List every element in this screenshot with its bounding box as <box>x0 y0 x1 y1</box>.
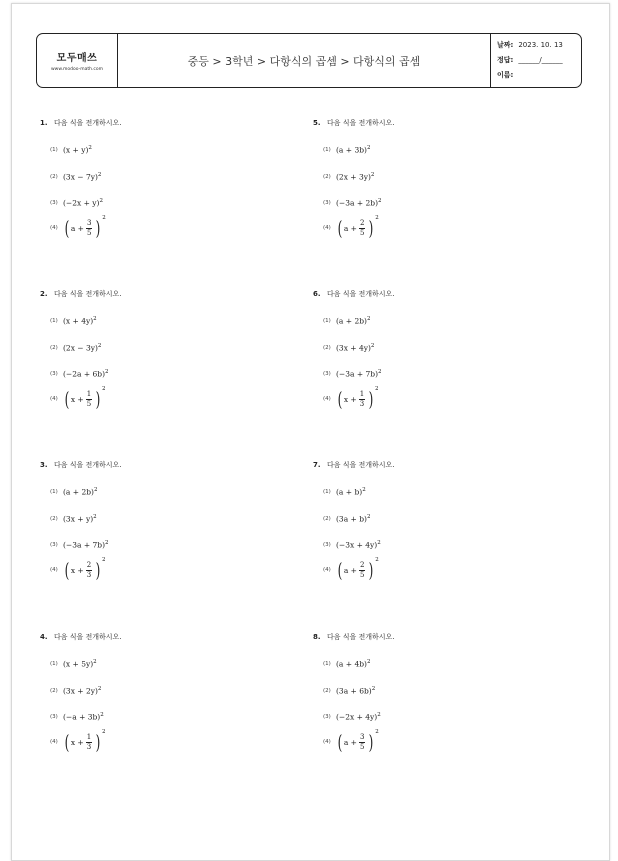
exponent: 2 <box>100 712 104 718</box>
sub-item-number: (2) <box>50 344 58 351</box>
answer-value: ______/______ <box>518 56 563 64</box>
expression-prefix: x + <box>343 394 357 404</box>
numerator: 3 <box>359 732 365 741</box>
denominator: 5 <box>359 742 365 751</box>
sub-item <box>323 343 374 353</box>
exponent: 2 <box>99 198 103 204</box>
sub-item-number: (1) <box>50 146 58 153</box>
exponent: 2 <box>375 215 379 221</box>
answer-label: 정답: <box>497 56 514 64</box>
exponent: 2 <box>105 369 109 375</box>
sub-item <box>50 172 101 182</box>
problem-3 <box>40 460 290 582</box>
exponent: 2 <box>366 514 371 520</box>
answer-row <box>497 53 581 68</box>
sub-item <box>323 557 379 582</box>
right-paren: ) <box>95 730 101 754</box>
expression-base: (3a + b) <box>336 514 367 524</box>
expression <box>336 540 381 550</box>
sub-item <box>50 316 97 326</box>
expression-base: (a + 3b) <box>336 145 367 155</box>
sub-item-number: (3) <box>50 541 58 548</box>
expression <box>336 487 366 497</box>
exponent: 2 <box>366 316 371 322</box>
fraction-expression <box>336 386 379 411</box>
denominator: 5 <box>86 228 92 237</box>
fraction-expression <box>63 386 106 411</box>
denominator: 5 <box>359 228 365 237</box>
problem-number: 4. <box>40 633 48 641</box>
problem-1 <box>40 118 290 240</box>
expression <box>336 686 375 696</box>
left-paren: ( <box>64 730 70 754</box>
expression-base: (3x − 7y) <box>63 172 98 182</box>
sub-item-number: (4) <box>323 396 331 402</box>
problem-2 <box>40 289 290 411</box>
right-paren: ) <box>95 558 101 582</box>
numerator: 1 <box>86 389 92 398</box>
expression <box>63 487 97 497</box>
exponent: 2 <box>362 487 366 493</box>
numerator: 2 <box>359 560 365 569</box>
problem-number: 5. <box>313 119 321 127</box>
sub-item <box>50 369 109 379</box>
exponent: 2 <box>93 514 97 520</box>
expression-base: (3x + 4y) <box>336 343 371 353</box>
exponent: 2 <box>102 386 106 392</box>
numerator: 1 <box>86 732 92 741</box>
exponent: 2 <box>93 487 98 493</box>
date-label: 날짜: <box>497 41 514 49</box>
sub-item-number: (2) <box>323 173 331 180</box>
expression-base: (−2x + 4y) <box>336 712 378 722</box>
fraction <box>86 733 92 752</box>
exponent: 2 <box>378 369 382 375</box>
exponent: 2 <box>102 557 106 563</box>
problem-5 <box>313 118 563 240</box>
problem-instruction: 다음 식을 전개하시오. <box>327 119 395 127</box>
expression <box>63 198 103 208</box>
expression-base: (−a + 3b) <box>63 712 101 722</box>
expression-base: (a + 2b) <box>336 316 367 326</box>
sub-item-number: (4) <box>50 739 58 745</box>
date-row <box>497 38 581 53</box>
sub-item-number: (4) <box>50 567 58 573</box>
sub-item-number: (1) <box>50 317 58 324</box>
expression-base: (x + 5y) <box>63 659 94 669</box>
fraction <box>86 561 92 580</box>
expression-base: (a + b) <box>336 487 363 497</box>
exponent: 2 <box>370 343 375 349</box>
expression-base: (−3a + 2b) <box>336 198 379 208</box>
sub-item <box>50 557 106 582</box>
left-paren: ( <box>337 730 343 754</box>
sub-item <box>323 215 379 240</box>
exponent: 2 <box>377 712 381 718</box>
sub-item-number: (4) <box>323 567 331 573</box>
expression-base: (3a + 6b) <box>336 686 372 696</box>
denominator: 3 <box>359 399 365 408</box>
fraction-expression <box>336 557 379 582</box>
right-paren: ) <box>368 730 374 754</box>
expression <box>63 172 101 182</box>
sub-item <box>323 712 381 722</box>
denominator: 5 <box>359 570 365 579</box>
worksheet-header <box>36 33 582 88</box>
expression <box>63 343 101 353</box>
date-value: 2023. 10. 13 <box>518 41 563 49</box>
problem-instruction: 다음 식을 전개하시오. <box>327 633 395 641</box>
exponent: 2 <box>370 172 375 178</box>
right-paren: ) <box>368 216 374 240</box>
expression-prefix: x + <box>70 737 84 747</box>
problem-instruction: 다음 식을 전개하시오. <box>327 290 395 298</box>
sub-item-number: (1) <box>50 660 58 667</box>
exponent: 2 <box>375 557 379 563</box>
exponent: 2 <box>97 343 102 349</box>
fraction-expression <box>336 729 379 754</box>
sub-item-number: (1) <box>323 488 331 495</box>
numerator: 1 <box>359 389 365 398</box>
expression-prefix: a + <box>343 223 357 233</box>
problem-heading <box>313 118 563 128</box>
expression <box>336 659 370 669</box>
numerator: 2 <box>86 560 92 569</box>
info-panel <box>491 34 581 87</box>
expression <box>336 172 374 182</box>
exponent: 2 <box>105 540 109 546</box>
exponent: 2 <box>93 316 97 322</box>
left-paren: ( <box>64 216 70 240</box>
sub-item-number: (4) <box>50 225 58 231</box>
exponent: 2 <box>97 172 102 178</box>
fraction <box>359 219 365 238</box>
exponent: 2 <box>88 145 92 151</box>
sub-item <box>323 145 370 155</box>
numerator: 3 <box>86 218 92 227</box>
sub-item <box>323 487 366 497</box>
name-label: 이름: <box>497 71 514 79</box>
problem-number: 3. <box>40 461 48 469</box>
left-paren: ( <box>337 387 343 411</box>
exponent: 2 <box>375 386 379 392</box>
sub-item <box>50 540 109 550</box>
exponent: 2 <box>378 198 382 204</box>
sub-item-number: (4) <box>323 225 331 231</box>
expression-base: (−2x + y) <box>63 198 100 208</box>
sub-item <box>50 198 103 208</box>
sub-item-number: (2) <box>50 687 58 694</box>
sub-item <box>50 386 106 411</box>
sub-item-number: (2) <box>323 515 331 522</box>
sub-item-number: (3) <box>50 199 58 206</box>
exponent: 2 <box>93 659 97 665</box>
sub-item <box>50 514 97 524</box>
sub-item-number: (3) <box>323 370 331 377</box>
problem-8 <box>313 632 563 754</box>
expression <box>63 514 97 524</box>
expression <box>63 686 101 696</box>
exponent: 2 <box>366 659 371 665</box>
problem-instruction: 다음 식을 전개하시오. <box>54 461 122 469</box>
problem-instruction: 다음 식을 전개하시오. <box>54 290 122 298</box>
exponent: 2 <box>102 215 106 221</box>
sub-item <box>50 487 97 497</box>
fraction-expression <box>336 215 379 240</box>
expression <box>63 540 109 550</box>
problem-heading <box>40 632 290 642</box>
expression-base: (a + 4b) <box>336 659 367 669</box>
fraction-expression <box>63 557 106 582</box>
fraction <box>86 390 92 409</box>
sub-item-number: (1) <box>323 660 331 667</box>
fraction <box>359 733 365 752</box>
expression-base: (3x + 2y) <box>63 686 98 696</box>
sub-item <box>323 172 374 182</box>
sub-item-number: (3) <box>323 199 331 206</box>
problem-number: 6. <box>313 290 321 298</box>
exponent: 2 <box>377 540 381 546</box>
right-paren: ) <box>368 387 374 411</box>
sub-item <box>323 659 370 669</box>
expression <box>336 514 370 524</box>
problem-heading <box>313 289 563 299</box>
fraction-expression <box>63 729 106 754</box>
problem-heading <box>40 118 290 128</box>
sub-item <box>50 215 106 240</box>
denominator: 5 <box>86 399 92 408</box>
expression-base: (x + y) <box>63 145 89 155</box>
expression <box>63 659 97 669</box>
denominator: 3 <box>86 742 92 751</box>
sub-item <box>50 145 92 155</box>
fraction <box>86 219 92 238</box>
exponent: 2 <box>97 686 102 692</box>
sub-item-number: (3) <box>323 713 331 720</box>
expression <box>63 145 92 155</box>
fraction <box>359 390 365 409</box>
sub-item <box>323 514 370 524</box>
expression <box>63 369 109 379</box>
sub-item-number: (3) <box>50 713 58 720</box>
expression-base: (−3a + 7b) <box>336 369 379 379</box>
problem-heading <box>313 460 563 470</box>
breadcrumb: 중등 > 3학년 > 다항식의 곱셈 > 다항식의 곱셈 <box>118 34 491 87</box>
fraction <box>359 561 365 580</box>
expression <box>336 198 382 208</box>
problem-heading <box>40 460 290 470</box>
right-paren: ) <box>368 558 374 582</box>
sub-item-number: (4) <box>323 739 331 745</box>
sub-item <box>50 712 104 722</box>
expression-base: (2x + 3y) <box>336 172 371 182</box>
denominator: 3 <box>86 570 92 579</box>
sub-item <box>323 369 382 379</box>
problem-number: 8. <box>313 633 321 641</box>
sub-item <box>323 198 382 208</box>
sub-item <box>50 729 106 754</box>
sub-item-number: (2) <box>50 173 58 180</box>
expression-base: (a + 2b) <box>63 487 94 497</box>
expression-prefix: a + <box>343 565 357 575</box>
left-paren: ( <box>337 216 343 240</box>
logo-title: 모두매쓰 <box>56 53 98 64</box>
sub-item-number: (2) <box>323 344 331 351</box>
sub-item <box>323 386 379 411</box>
left-paren: ( <box>337 558 343 582</box>
right-paren: ) <box>95 216 101 240</box>
problem-number: 7. <box>313 461 321 469</box>
sub-item <box>323 686 375 696</box>
problem-heading <box>313 632 563 642</box>
problem-instruction: 다음 식을 전개하시오. <box>54 119 122 127</box>
expression <box>336 712 381 722</box>
expression <box>336 343 374 353</box>
sub-item-number: (3) <box>50 370 58 377</box>
expression-prefix: x + <box>70 394 84 404</box>
problem-7 <box>313 460 563 582</box>
expression-base: (−2a + 6b) <box>63 369 106 379</box>
exponent: 2 <box>375 729 379 735</box>
exponent: 2 <box>102 729 106 735</box>
numerator: 2 <box>359 218 365 227</box>
problem-heading <box>40 289 290 299</box>
problem-6 <box>313 289 563 411</box>
exponent: 2 <box>366 145 371 151</box>
sub-item <box>50 659 97 669</box>
problem-4 <box>40 632 290 754</box>
sub-item <box>50 686 101 696</box>
expression-prefix: a + <box>70 223 84 233</box>
expression-prefix: a + <box>343 737 357 747</box>
left-paren: ( <box>64 558 70 582</box>
expression-prefix: x + <box>70 565 84 575</box>
expression-base: (3x + y) <box>63 514 94 524</box>
sub-item <box>323 729 379 754</box>
sub-item-number: (2) <box>50 515 58 522</box>
logo <box>37 34 118 87</box>
sub-item <box>50 343 101 353</box>
problem-number: 1. <box>40 119 48 127</box>
problem-instruction: 다음 식을 전개하시오. <box>54 633 122 641</box>
expression <box>63 712 104 722</box>
expression-base: (−3x + 4y) <box>336 540 378 550</box>
logo-url: www.modoo-math.com <box>50 67 104 72</box>
problem-number: 2. <box>40 290 48 298</box>
sub-item-number: (4) <box>50 396 58 402</box>
expression <box>63 316 97 326</box>
right-paren: ) <box>95 387 101 411</box>
expression-base: (x + 4y) <box>63 316 94 326</box>
sub-item-number: (2) <box>323 687 331 694</box>
expression <box>336 145 370 155</box>
sub-item-number: (1) <box>323 146 331 153</box>
expression <box>336 369 382 379</box>
expression-base: (2x − 3y) <box>63 343 98 353</box>
expression-base: (−3a + 7b) <box>63 540 106 550</box>
sub-item-number: (1) <box>50 488 58 495</box>
sub-item <box>323 316 370 326</box>
expression <box>336 316 370 326</box>
name-row <box>497 68 581 83</box>
fraction-expression <box>63 215 106 240</box>
sub-item-number: (3) <box>323 541 331 548</box>
exponent: 2 <box>371 686 376 692</box>
sub-item <box>323 540 381 550</box>
sub-item-number: (1) <box>323 317 331 324</box>
problem-instruction: 다음 식을 전개하시오. <box>327 461 395 469</box>
left-paren: ( <box>64 387 70 411</box>
